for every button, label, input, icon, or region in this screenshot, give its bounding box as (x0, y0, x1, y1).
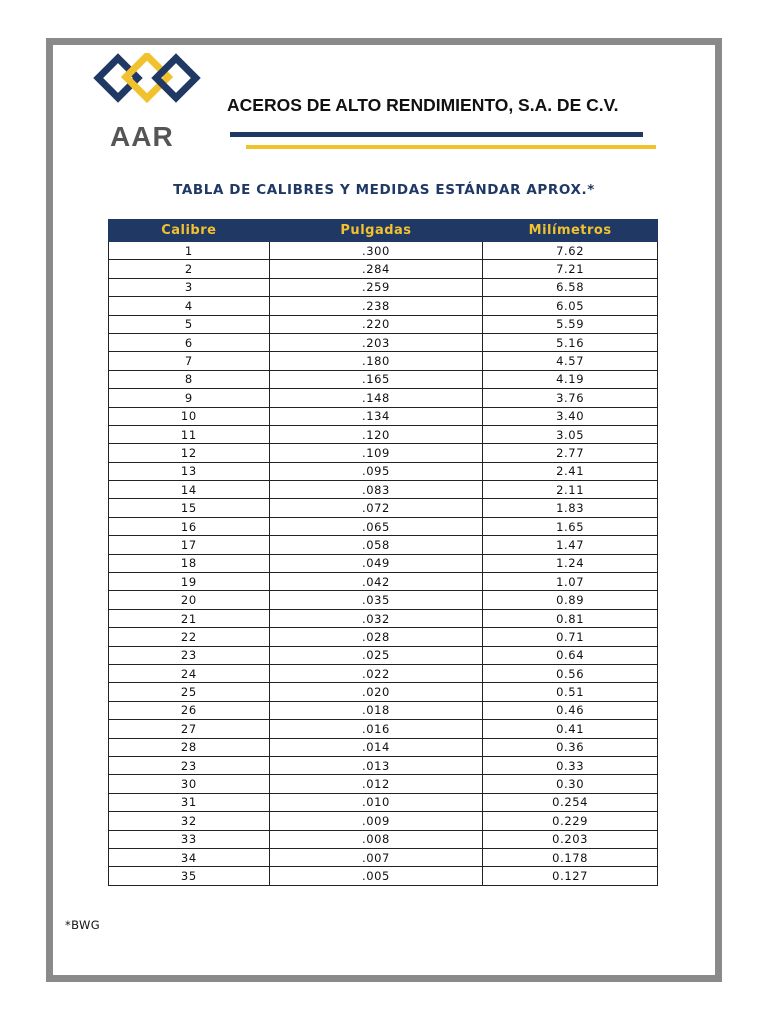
cell-calibre: 24 (109, 664, 270, 682)
table-row (109, 646, 658, 664)
table-row (109, 701, 658, 719)
cell-milimetros: 1.83 (483, 499, 658, 517)
cell-pulgadas: .259 (269, 278, 483, 296)
cell-pulgadas: .165 (269, 370, 483, 388)
cell-pulgadas: .025 (269, 646, 483, 664)
table-body (109, 242, 658, 886)
cell-milimetros: 0.203 (483, 830, 658, 848)
cell-milimetros: 4.19 (483, 370, 658, 388)
cell-calibre: 14 (109, 481, 270, 499)
cell-calibre: 33 (109, 830, 270, 848)
table-row (109, 812, 658, 830)
cell-pulgadas: .012 (269, 775, 483, 793)
cell-calibre: 32 (109, 812, 270, 830)
table-row (109, 389, 658, 407)
cell-milimetros: 0.46 (483, 701, 658, 719)
table-row (109, 683, 658, 701)
cell-pulgadas: .120 (269, 425, 483, 443)
table-row (109, 481, 658, 499)
table-row (109, 260, 658, 278)
cell-pulgadas: .109 (269, 444, 483, 462)
header-rule-navy (230, 132, 643, 137)
document-page (46, 38, 722, 982)
cell-calibre: 30 (109, 775, 270, 793)
cell-milimetros: 0.30 (483, 775, 658, 793)
table-row (109, 444, 658, 462)
table-row (109, 536, 658, 554)
cell-milimetros: 0.36 (483, 738, 658, 756)
gauge-table (108, 219, 658, 886)
cell-milimetros: 0.81 (483, 609, 658, 627)
table-row (109, 554, 658, 572)
table-row (109, 297, 658, 315)
cell-milimetros: 3.40 (483, 407, 658, 425)
table-title: TABLA DE CALIBRES Y MEDIDAS ESTÁNDAR APROX.* (173, 182, 595, 198)
cell-milimetros: 0.229 (483, 812, 658, 830)
logo-wordmark: AAR (110, 121, 174, 152)
cell-calibre: 31 (109, 793, 270, 811)
cell-pulgadas: .238 (269, 297, 483, 315)
cell-milimetros: 5.16 (483, 333, 658, 351)
cell-calibre: 11 (109, 425, 270, 443)
table-row (109, 591, 658, 609)
cell-milimetros: 1.47 (483, 536, 658, 554)
cell-calibre: 35 (109, 867, 270, 885)
cell-milimetros: 6.05 (483, 297, 658, 315)
cell-calibre: 10 (109, 407, 270, 425)
company-name: ACEROS DE ALTO RENDIMIENTO, S.A. DE C.V. (227, 95, 619, 115)
cell-calibre: 2 (109, 260, 270, 278)
cell-calibre: 15 (109, 499, 270, 517)
cell-calibre: 20 (109, 591, 270, 609)
cell-pulgadas: .203 (269, 333, 483, 351)
cell-pulgadas: .008 (269, 830, 483, 848)
cell-pulgadas: .016 (269, 720, 483, 738)
table-row (109, 848, 658, 866)
table-row (109, 720, 658, 738)
cell-calibre: 4 (109, 297, 270, 315)
cell-milimetros: 0.51 (483, 683, 658, 701)
table-row (109, 517, 658, 535)
cell-pulgadas: .009 (269, 812, 483, 830)
table-row (109, 407, 658, 425)
table-row (109, 352, 658, 370)
column-header-calibre: Calibre (109, 220, 270, 242)
cell-milimetros: 0.178 (483, 848, 658, 866)
table-row (109, 315, 658, 333)
cell-milimetros: 0.71 (483, 628, 658, 646)
cell-calibre: 5 (109, 315, 270, 333)
cell-milimetros: 1.24 (483, 554, 658, 572)
cell-calibre: 8 (109, 370, 270, 388)
cell-milimetros: 2.11 (483, 481, 658, 499)
cell-pulgadas: .300 (269, 242, 483, 260)
cell-pulgadas: .028 (269, 628, 483, 646)
cell-milimetros: 0.89 (483, 591, 658, 609)
cell-milimetros: 5.59 (483, 315, 658, 333)
interlocking-diamonds-icon (93, 53, 213, 123)
table-header-row (109, 220, 658, 242)
table-row (109, 425, 658, 443)
cell-milimetros: 2.41 (483, 462, 658, 480)
table-row (109, 370, 658, 388)
cell-calibre: 22 (109, 628, 270, 646)
cell-calibre: 17 (109, 536, 270, 554)
cell-pulgadas: .072 (269, 499, 483, 517)
cell-pulgadas: .022 (269, 664, 483, 682)
cell-calibre: 7 (109, 352, 270, 370)
cell-calibre: 23 (109, 756, 270, 774)
cell-pulgadas: .007 (269, 848, 483, 866)
cell-calibre: 1 (109, 242, 270, 260)
cell-milimetros: 0.33 (483, 756, 658, 774)
cell-pulgadas: .134 (269, 407, 483, 425)
cell-pulgadas: .018 (269, 701, 483, 719)
cell-pulgadas: .065 (269, 517, 483, 535)
cell-milimetros: 1.65 (483, 517, 658, 535)
cell-milimetros: 0.56 (483, 664, 658, 682)
cell-pulgadas: .005 (269, 867, 483, 885)
cell-milimetros: 2.77 (483, 444, 658, 462)
cell-pulgadas: .049 (269, 554, 483, 572)
table-row (109, 462, 658, 480)
cell-milimetros: 3.76 (483, 389, 658, 407)
cell-calibre: 13 (109, 462, 270, 480)
table-row (109, 573, 658, 591)
cell-calibre: 18 (109, 554, 270, 572)
cell-calibre: 3 (109, 278, 270, 296)
cell-milimetros: 1.07 (483, 573, 658, 591)
cell-calibre: 27 (109, 720, 270, 738)
cell-calibre: 9 (109, 389, 270, 407)
cell-milimetros: 0.41 (483, 720, 658, 738)
cell-milimetros: 0.64 (483, 646, 658, 664)
cell-calibre: 28 (109, 738, 270, 756)
column-header-milimetros: Milímetros (483, 220, 658, 242)
cell-pulgadas: .148 (269, 389, 483, 407)
cell-pulgadas: .095 (269, 462, 483, 480)
cell-pulgadas: .220 (269, 315, 483, 333)
table-row (109, 775, 658, 793)
cell-pulgadas: .010 (269, 793, 483, 811)
table-row (109, 628, 658, 646)
cell-calibre: 26 (109, 701, 270, 719)
table-row (109, 793, 658, 811)
footnote: *BWG (65, 918, 101, 932)
cell-milimetros: 7.62 (483, 242, 658, 260)
cell-calibre: 34 (109, 848, 270, 866)
table-row (109, 756, 658, 774)
cell-calibre: 21 (109, 609, 270, 627)
table-row (109, 609, 658, 627)
cell-milimetros: 4.57 (483, 352, 658, 370)
table-row (109, 664, 658, 682)
cell-calibre: 19 (109, 573, 270, 591)
column-header-pulgadas: Pulgadas (269, 220, 483, 242)
cell-pulgadas: .014 (269, 738, 483, 756)
table-row (109, 333, 658, 351)
table-row (109, 830, 658, 848)
cell-pulgadas: .083 (269, 481, 483, 499)
cell-pulgadas: .020 (269, 683, 483, 701)
cell-calibre: 23 (109, 646, 270, 664)
cell-pulgadas: .058 (269, 536, 483, 554)
cell-milimetros: 0.254 (483, 793, 658, 811)
cell-milimetros: 7.21 (483, 260, 658, 278)
cell-milimetros: 0.127 (483, 867, 658, 885)
cell-calibre: 16 (109, 517, 270, 535)
company-logo (93, 53, 213, 153)
table-row (109, 499, 658, 517)
cell-milimetros: 3.05 (483, 425, 658, 443)
table-row (109, 867, 658, 885)
table-row (109, 738, 658, 756)
cell-pulgadas: .035 (269, 591, 483, 609)
table-row (109, 278, 658, 296)
cell-pulgadas: .013 (269, 756, 483, 774)
cell-calibre: 25 (109, 683, 270, 701)
cell-milimetros: 6.58 (483, 278, 658, 296)
cell-pulgadas: .284 (269, 260, 483, 278)
cell-pulgadas: .042 (269, 573, 483, 591)
cell-calibre: 12 (109, 444, 270, 462)
table-row (109, 242, 658, 260)
cell-pulgadas: .180 (269, 352, 483, 370)
cell-calibre: 6 (109, 333, 270, 351)
cell-pulgadas: .032 (269, 609, 483, 627)
header-rule-gold (246, 145, 656, 149)
